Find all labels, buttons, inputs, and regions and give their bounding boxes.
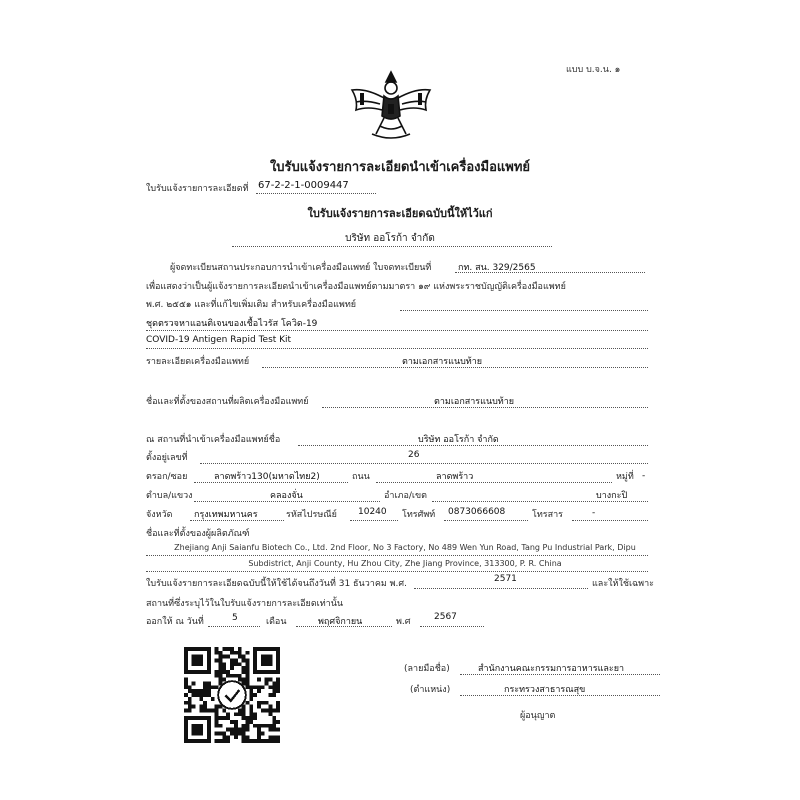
signature-value: สำนักงานคณะกรรมการอาหารและยา	[478, 664, 625, 674]
law-line-2: พ.ศ. ๒๕๕๑ และที่แก้ไขเพิ่มเติม สำหรับเครื่องมือแพทย์	[146, 300, 357, 310]
notification-no: 67-2-2-1-0009447	[258, 180, 349, 191]
document-title: ใบรับแจ้งรายการละเอียดนำเข้าเครื่องมือแพทย์	[269, 160, 531, 175]
postcode-label: รหัสไปรษณีย์	[286, 510, 337, 520]
district-label: อำเภอ/เขต	[384, 491, 427, 501]
subdistrict-underline	[194, 501, 380, 502]
issued-month-underline	[296, 626, 392, 627]
detail-value: ตามเอกสารแนบท้าย	[402, 357, 483, 367]
device-name-th-underline	[146, 330, 648, 331]
issued-year: 2567	[434, 612, 457, 622]
licensor-label: ผู้อนุญาต	[520, 711, 556, 721]
soi: ลาดพร้าว130(มหาดไทย2)	[214, 472, 320, 482]
document-subtitle: ใบรับแจ้งรายการละเอียดฉบับนี้ให้ไว้แก่	[307, 207, 493, 220]
validity-suffix: และให้ใช้เฉพาะ	[592, 579, 655, 589]
signature-label: (ลายมือชื่อ)	[404, 664, 450, 674]
house-no: 26	[408, 450, 420, 460]
validity-underline	[414, 588, 588, 589]
device-name-en: COVID-19 Antigen Rapid Test Kit	[146, 335, 292, 345]
province: กรุงเทพมหานคร	[194, 510, 258, 520]
house-no-label: ตั้งอยู่เลขที่	[146, 453, 188, 463]
issued-day-underline	[208, 626, 260, 627]
soi-underline	[194, 482, 348, 483]
law-underline	[400, 310, 648, 311]
validity-line-2: สถานที่ซึ่งระบุไว้ในใบรับแจ้งรายการละเอียดเท่านั้น	[146, 599, 344, 609]
detail-label: รายละเอียดเครื่องมือแพทย์	[146, 357, 250, 367]
manufacturer-address-line-2: Subdistrict, Anji County, Hu Zhou City, Zhe Jiang Province, 313300, P. R. China	[248, 559, 562, 568]
manufacturer-address-underline-2	[146, 571, 648, 572]
fax-label: โทรสาร	[532, 510, 563, 520]
moo-label: หมู่ที่	[616, 472, 634, 482]
house-no-underline	[200, 463, 648, 464]
detail-underline	[262, 367, 648, 368]
registrant-label: ผู้จดทะเบียนสถานประกอบการนำเข้าเครื่องมือแพทย์ ใบจดทะเบียนที่	[170, 263, 432, 273]
form-code: แบบ บ.จ.น. ๑	[566, 65, 621, 75]
manufacturer-site-value: ตามเอกสารแนบท้าย	[434, 397, 515, 407]
manufacturer-address-line-1: Zhejiang Anji Saianfu Biotech Co., Ltd. 2nd Floor, No 3 Factory, No 489 Wen Yun Road, Tang Pu Industrial Park, Dipu	[174, 543, 636, 552]
province-underline	[190, 520, 284, 521]
signature-underline	[460, 674, 660, 675]
garuda-emblem	[344, 60, 438, 150]
issued-year-underline	[420, 626, 484, 627]
province-label: จังหวัด	[146, 510, 173, 520]
position-underline	[460, 695, 660, 696]
manufacturer-address-underline-1	[146, 555, 648, 556]
phone: 0873066608	[448, 507, 506, 517]
fax: -	[592, 508, 596, 518]
phone-underline	[444, 520, 528, 521]
subdistrict: คลองจั่น	[270, 491, 303, 501]
postcode-underline	[350, 520, 398, 521]
registrant-underline	[455, 272, 645, 273]
issued-month: พฤศจิกายน	[318, 617, 363, 627]
road: ลาดพร้าว	[436, 472, 474, 482]
issued-label: ออกให้ ณ วันที่	[146, 617, 204, 627]
company-name: บริษัท ออโรก้า จำกัด	[345, 233, 435, 244]
validity-year: 2571	[494, 574, 517, 584]
fax-underline	[572, 520, 648, 521]
soi-label: ตรอก/ซอย	[146, 472, 188, 482]
district-underline	[432, 501, 648, 502]
year-label: พ.ศ	[396, 617, 411, 627]
registrant-no: กท. สน. 329/2565	[458, 263, 536, 273]
import-place-label: ณ สถานที่นำเข้าเครื่องมือแพทย์ชื่อ	[146, 435, 281, 445]
position-label: (ตำแหน่ง)	[410, 685, 451, 695]
validity-label: ใบรับแจ้งรายการละเอียดฉบับนี้ให้ใช้ได้จนถึงวันที่ 31 ธันวาคม พ.ศ.	[146, 579, 407, 589]
phone-label: โทรศัพท์	[402, 510, 436, 520]
import-place-value: บริษัท ออโรก้า จำกัด	[418, 435, 499, 445]
qr-code	[184, 647, 280, 743]
district: บางกะปิ	[596, 491, 628, 501]
manufacturer-site-underline	[322, 407, 648, 408]
import-place-underline	[298, 445, 648, 446]
road-label: ถนน	[352, 472, 370, 482]
road-underline	[376, 482, 612, 483]
notification-no-underline	[256, 193, 376, 194]
company-underline	[232, 246, 552, 247]
subdistrict-label: ตำบล/แขวง	[146, 491, 193, 501]
device-name-en-underline	[146, 348, 648, 349]
position-value: กระทรวงสาธารณสุข	[504, 685, 586, 695]
law-line-1: เพื่อแสดงว่าเป็นผู้แจ้งรายการละเอียดนำเข้าเครื่องมือแพทย์ตามมาตรา ๑๙ แห่งพระราชบัญญัติเครื่องมือแพทย์	[146, 282, 566, 292]
moo: -	[642, 471, 646, 481]
postcode: 10240	[358, 507, 387, 517]
device-name-th: ชุดตรวจหาแอนติเจนของเชื้อไวรัส โควิด-19	[146, 319, 318, 329]
issued-day: 5	[232, 613, 238, 623]
month-label: เดือน	[266, 617, 287, 627]
manufacturer-site-label: ชื่อและที่ตั้งของสถานที่ผลิตเครื่องมือแพทย์	[146, 397, 309, 407]
manufacturer-label: ชื่อและที่ตั้งของผู้ผลิตภัณฑ์	[146, 529, 250, 539]
notification-no-label: ใบรับแจ้งรายการละเอียดที่	[146, 184, 249, 194]
